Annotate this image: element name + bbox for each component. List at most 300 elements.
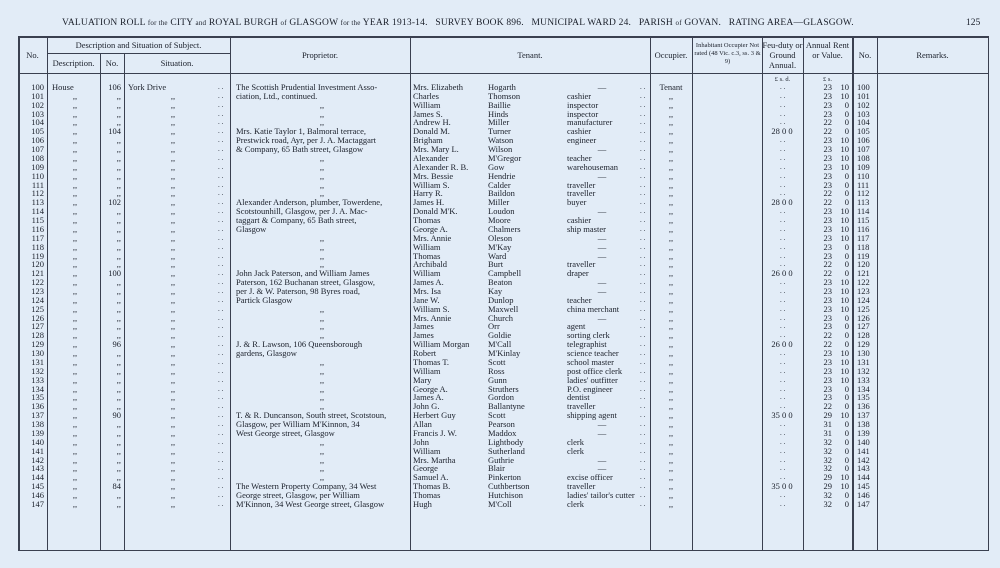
occupation-leader-dots: . .: [640, 198, 646, 207]
tenant-occupation: sorting clerk: [567, 330, 610, 341]
rent-pounds: 22: [823, 188, 832, 199]
description: ,,: [72, 419, 78, 430]
situation: ,,: [170, 117, 176, 128]
rent-shillings: 0: [844, 312, 849, 323]
house-number: ,,: [116, 152, 121, 163]
occupation-leader-dots: . .: [640, 375, 646, 384]
situation: ,,: [170, 463, 176, 474]
occupier: ,,: [668, 99, 674, 110]
tenant-surname: Church: [488, 312, 514, 323]
description: ,,: [72, 410, 78, 421]
rent-pounds: 23: [823, 321, 832, 332]
situation-leader-dots: . .: [218, 145, 224, 154]
description: ,,: [72, 108, 78, 119]
situation: ,,: [170, 445, 176, 456]
rent-pounds: 23: [823, 144, 832, 155]
proprietor: ,,: [319, 232, 325, 243]
tenant-first-name: Thomas: [413, 250, 441, 261]
tenant-first-name: Thomas: [413, 490, 441, 501]
house-number: ,,: [116, 108, 121, 119]
rent-shillings: 10: [840, 161, 849, 172]
tenant-surname: Beaton: [488, 277, 513, 288]
feu-leader-dots: . .: [780, 216, 786, 225]
row-number-right: 137: [857, 410, 870, 421]
row-number: 130: [31, 348, 44, 359]
tenant-surname: Burt: [488, 259, 504, 270]
situation: ,,: [170, 401, 176, 412]
header-number: No.: [105, 58, 119, 68]
tenant-first-name: Hugh: [413, 498, 432, 509]
occupation-leader-dots: . .: [640, 464, 646, 473]
rent-shillings: 0: [844, 330, 849, 341]
row-number-right: 136: [857, 401, 870, 412]
occupation-leader-dots: . .: [640, 499, 646, 508]
tenant-first-name: Mrs. Elizabeth: [413, 82, 464, 92]
row-number: 101: [31, 90, 44, 101]
tenant-occupation: teacher: [567, 152, 592, 163]
proprietor: M'Kinnon, 34 West George street, Glasgow: [236, 498, 385, 509]
row-number: 122: [31, 277, 44, 288]
tenant-first-name: Archibald: [413, 259, 447, 270]
feu-leader-dots: . .: [780, 384, 786, 393]
situation-leader-dots: . .: [218, 375, 224, 384]
rent-shillings: 0: [844, 170, 849, 181]
situation-leader-dots: . .: [218, 287, 224, 295]
house-number: ,,: [116, 472, 121, 483]
situation: ,,: [170, 312, 176, 323]
rent-pounds: 23: [823, 223, 832, 234]
rent-pounds: 32: [823, 490, 832, 501]
rent-shillings: 0: [844, 383, 849, 394]
table-row: [0, 314, 1000, 323]
rent-pounds: 23: [823, 206, 832, 217]
house-number: ,,: [116, 312, 121, 323]
occupation-leader-dots: . .: [640, 260, 646, 269]
row-number: 125: [31, 303, 44, 314]
tenant-occupation: traveller: [567, 481, 596, 492]
situation-leader-dots: . .: [218, 278, 224, 287]
row-number-right: 129: [857, 339, 870, 350]
header-situation: Situation.: [160, 58, 194, 68]
tenant-surname: Wilson: [488, 144, 513, 155]
row-number: 135: [31, 392, 44, 403]
occupation-leader-dots: . .: [640, 313, 646, 322]
row-number: 136: [31, 401, 44, 412]
tenant-first-name: Jane W.: [413, 294, 440, 305]
tenant-occupation: traveller: [567, 259, 596, 270]
situation: ,,: [170, 294, 176, 305]
house-number: ,,: [116, 170, 121, 181]
situation: ,,: [170, 277, 176, 288]
situation: ,,: [170, 490, 176, 501]
occupation-leader-dots: . .: [640, 455, 646, 464]
row-number-right: 112: [857, 188, 870, 199]
row-number-right: 147: [857, 498, 870, 509]
proprietor: ,,: [319, 99, 325, 110]
situation: ,,: [170, 454, 176, 465]
house-number: 104: [108, 126, 121, 137]
situation-leader-dots: . .: [218, 153, 224, 162]
tenant-occupation: —: [597, 241, 607, 252]
house-number: ,,: [116, 498, 121, 509]
row-number-right: 146: [857, 490, 870, 501]
house-number: ,,: [116, 427, 121, 438]
proprietor: ,,: [319, 179, 325, 190]
tenant-occupation: manufacturer: [567, 117, 613, 128]
rent-shillings: 0: [844, 268, 849, 279]
row-number-right: 122: [857, 277, 870, 288]
occupier: ,,: [668, 330, 674, 341]
situation: ,,: [170, 498, 176, 509]
row-number-right: 117: [857, 232, 870, 243]
row-number-right: 139: [857, 427, 870, 438]
tenant-occupation: —: [597, 250, 607, 261]
situation-leader-dots: . .: [218, 198, 224, 207]
occupier: ,,: [668, 179, 674, 190]
tenant-first-name: Alexander R. B.: [413, 161, 469, 172]
occupier: ,,: [668, 232, 674, 243]
row-number: 102: [31, 99, 44, 110]
tenant-surname: Lightbody: [488, 436, 524, 447]
proprietor: ,,: [319, 321, 325, 332]
row-number-right: 138: [857, 419, 870, 430]
row-number-right: 140: [857, 436, 870, 447]
tenant-first-name: Charles: [413, 90, 439, 101]
occupier: ,,: [668, 197, 674, 208]
rent-shillings: 0: [844, 419, 849, 430]
row-number: 123: [31, 286, 44, 296]
situation-leader-dots: . .: [218, 411, 224, 420]
row-number: 113: [31, 197, 44, 208]
title-part: for the: [340, 19, 361, 27]
situation: ,,: [170, 223, 176, 234]
feu-duty: 26 0 0: [771, 268, 793, 279]
feu-leader-dots: . .: [780, 428, 786, 437]
occupier: ,,: [668, 348, 674, 359]
row-number-right: 120: [857, 259, 870, 270]
row-number-right: 145: [857, 481, 870, 492]
row-number: 133: [31, 374, 44, 385]
row-number: 100: [31, 82, 44, 92]
feu-leader-dots: . .: [780, 153, 786, 162]
proprietor: ,,: [319, 241, 325, 252]
occupation-leader-dots: . .: [640, 428, 646, 437]
description: ,,: [72, 436, 78, 447]
tenant-surname: Campbell: [488, 268, 522, 279]
situation-leader-dots: . .: [218, 402, 224, 411]
row-number: 106: [31, 135, 44, 146]
situation-leader-dots: . .: [218, 109, 224, 118]
row-number: 139: [31, 427, 44, 438]
tenant-first-name: Harry R.: [413, 188, 443, 199]
rent-pounds: 29: [823, 481, 832, 492]
occupier: ,,: [668, 215, 674, 226]
situation-leader-dots: . .: [218, 118, 224, 127]
description: ,,: [72, 268, 78, 279]
rent-shillings: 10: [840, 294, 849, 305]
description: ,,: [72, 286, 78, 296]
situation: ,,: [170, 250, 176, 261]
proprietor: ,,: [319, 117, 325, 128]
description: ,,: [72, 383, 78, 394]
tenant-first-name: Mrs. Annie: [413, 232, 452, 243]
rent-pounds: 22: [823, 117, 832, 128]
situation: ,,: [170, 126, 176, 137]
parish: GOVAN.: [684, 18, 722, 28]
tenant-surname: M'Call: [488, 339, 512, 350]
occupier: ,,: [668, 463, 674, 474]
house-number: ,,: [116, 277, 121, 288]
feu-leader-dots: . .: [780, 162, 786, 171]
rent-pounds: 22: [823, 259, 832, 270]
feu-leader-dots: . .: [780, 224, 786, 233]
row-number-right: 134: [857, 383, 870, 394]
tenant-occupation: post office clerk: [567, 365, 623, 376]
situation: ,,: [170, 410, 176, 421]
tenant-occupation: —: [597, 82, 607, 92]
description: House: [52, 82, 74, 92]
occupation-leader-dots: . .: [640, 91, 646, 100]
description: ,,: [72, 250, 78, 261]
rent-shillings: 10: [840, 82, 849, 92]
tenant-surname: Pearson: [488, 419, 515, 430]
rent-pounds: 29: [823, 410, 832, 421]
rent-shillings: 0: [844, 108, 849, 119]
header-inhabitant-occupier: Inhabitant Occupier Not rated (48 Vic. c.3, ss. 3 & 9): [694, 42, 761, 65]
tenant-occupation: traveller: [567, 179, 596, 190]
proprietor: ,,: [319, 303, 325, 314]
occupier: ,,: [668, 339, 674, 350]
tenant-occupation: cashier: [567, 90, 592, 101]
rent-shillings: 10: [840, 152, 849, 163]
feu-units: £ s. d.: [774, 76, 791, 83]
row-number-right: 135: [857, 392, 870, 403]
occupation-leader-dots: . .: [640, 384, 646, 393]
feu-leader-dots: . .: [780, 171, 786, 180]
rent-pounds: 23: [823, 232, 832, 243]
tenant-first-name: James: [413, 321, 434, 332]
situation: ,,: [170, 241, 176, 252]
row-number-right: 125: [857, 303, 870, 314]
tenant-occupation: —: [597, 144, 607, 155]
feu-leader-dots: . .: [780, 402, 786, 411]
occupation-leader-dots: . .: [640, 331, 646, 340]
occupation-leader-dots: . .: [640, 145, 646, 154]
situation: ,,: [170, 206, 176, 217]
tenant-first-name: Herbert Guy: [413, 410, 456, 421]
occupier: Tenant: [659, 82, 683, 92]
rent-shillings: 10: [840, 481, 849, 492]
rent-pounds: 23: [823, 348, 832, 359]
rent-pounds: 29: [823, 472, 832, 483]
situation-leader-dots: . .: [218, 313, 224, 322]
tenant-occupation: agent: [567, 321, 586, 332]
tenant-first-name: Mrs. Isa: [413, 286, 441, 296]
rent-pounds: 22: [823, 330, 832, 341]
rent-pounds: 23: [823, 250, 832, 261]
occupier: ,,: [668, 144, 674, 155]
situation-leader-dots: . .: [218, 455, 224, 464]
occupation-leader-dots: . .: [640, 278, 646, 287]
situation-leader-dots: . .: [218, 357, 224, 366]
situation: ,,: [170, 365, 176, 376]
feu-leader-dots: . .: [780, 437, 786, 446]
row-number-right: 121: [857, 268, 870, 279]
house-number: ,,: [116, 463, 121, 474]
tenant-surname: Ross: [488, 365, 505, 376]
occupation-leader-dots: . .: [640, 357, 646, 366]
occupation-leader-dots: . .: [640, 437, 646, 446]
situation: ,,: [170, 427, 176, 438]
description: ,,: [72, 144, 78, 155]
rent-shillings: 10: [840, 374, 849, 385]
occupier: ,,: [668, 135, 674, 146]
house-number: 90: [112, 410, 121, 421]
situation-leader-dots: . .: [218, 260, 224, 269]
feu-leader-dots: . .: [780, 491, 786, 500]
tenant-first-name: George: [413, 463, 438, 474]
tenant-occupation: school master: [567, 356, 614, 367]
tenant-surname: Hendrie: [488, 170, 516, 181]
description: ,,: [72, 401, 78, 412]
rent-shillings: 10: [840, 90, 849, 101]
rent-shillings: 0: [844, 179, 849, 190]
occupation-leader-dots: . .: [640, 180, 646, 189]
rent-shillings: 0: [844, 463, 849, 474]
row-number: 121: [31, 268, 44, 279]
occupation-leader-dots: . .: [640, 162, 646, 171]
house-number: ,,: [116, 294, 121, 305]
rent-shillings: 10: [840, 215, 849, 226]
row-number: 128: [31, 330, 44, 341]
proprietor: ,,: [319, 259, 325, 270]
rent-pounds: 23: [823, 303, 832, 314]
row-number-right: 131: [857, 356, 870, 367]
feu-leader-dots: . .: [780, 446, 786, 455]
tenant-occupation: —: [597, 206, 607, 217]
situation-leader-dots: . .: [218, 233, 224, 242]
rent-pounds: 23: [823, 170, 832, 181]
header-no-right: No.: [858, 50, 872, 60]
header-description-group: Description and Situation of Subject.: [75, 40, 202, 50]
proprietor: ,,: [319, 392, 325, 403]
house-number: ,,: [116, 259, 121, 270]
tenant-surname: Hutchison: [488, 490, 523, 501]
house-number: 106: [108, 82, 121, 92]
tenant-occupation: buyer: [567, 197, 587, 208]
proprietor: Glasgow: [236, 223, 267, 234]
feu-leader-dots: . .: [780, 145, 786, 154]
row-number: 108: [31, 152, 44, 163]
tenant-occupation: ship master: [567, 223, 606, 234]
row-number: 120: [31, 259, 44, 270]
occupier: ,,: [668, 445, 674, 456]
feu-leader-dots: . .: [780, 349, 786, 358]
rent-shillings: 0: [844, 241, 849, 252]
rent-shillings: 10: [840, 144, 849, 155]
rent-shillings: 10: [840, 410, 849, 421]
survey-book: SURVEY BOOK 896.: [435, 18, 524, 28]
tenant-occupation: P.O. engineer: [567, 383, 613, 394]
situation-leader-dots: . .: [218, 127, 224, 136]
description: ,,: [72, 152, 78, 163]
situation: ,,: [170, 90, 176, 101]
house-number: ,,: [116, 117, 121, 128]
proprietor: ,,: [319, 312, 325, 323]
rent-shillings: 10: [840, 206, 849, 217]
proprietor: J. & R. Lawson, 106 Queensborough: [236, 339, 363, 350]
tenant-surname: Watson: [488, 135, 514, 146]
page-number: 125: [966, 18, 981, 28]
row-number-right: 105: [857, 126, 870, 137]
rent-pounds: 23: [823, 374, 832, 385]
feu-leader-dots: . .: [780, 322, 786, 331]
situation: ,,: [170, 152, 176, 163]
header-remarks: Remarks.: [916, 50, 949, 60]
description: ,,: [72, 490, 78, 501]
title-part: and: [195, 19, 207, 27]
rent-pounds: 23: [823, 286, 832, 296]
row-number-right: 124: [857, 294, 870, 305]
tenant-occupation: —: [597, 312, 607, 323]
feu-leader-dots: . .: [780, 83, 786, 91]
proprietor: T. & R. Duncanson, South street, Scotstoun,: [236, 410, 387, 421]
tenant-surname: M'Coll: [488, 498, 512, 509]
description: ,,: [72, 179, 78, 190]
situation: ,,: [170, 392, 176, 403]
tenant-occupation: —: [597, 419, 607, 430]
occupier: ,,: [668, 206, 674, 217]
proprietor: ,,: [319, 454, 325, 465]
rent-shillings: 0: [844, 188, 849, 199]
situation: ,,: [170, 170, 176, 181]
tenant-surname: Blair: [488, 463, 505, 474]
row-number-right: 116: [857, 223, 870, 234]
row-number-right: 113: [857, 197, 870, 208]
description: ,,: [72, 454, 78, 465]
proprietor: The Scottish Prudential Investment Asso-: [236, 82, 378, 92]
feu-leader-dots: . .: [780, 357, 786, 366]
row-number: 115: [31, 215, 44, 226]
feu-duty: 26 0 0: [771, 339, 793, 350]
rent-pounds: 23: [823, 356, 832, 367]
tenant-first-name: Mrs. Mary L.: [413, 144, 459, 155]
description: ,,: [72, 472, 78, 483]
row-number: 144: [31, 472, 44, 483]
rent-pounds: 23: [823, 241, 832, 252]
row-number: 142: [31, 454, 44, 465]
row-number: 105: [31, 126, 44, 137]
house-number: ,,: [116, 232, 121, 243]
occupier: ,,: [668, 117, 674, 128]
rent-shillings: 0: [844, 498, 849, 509]
tenant-surname: Calder: [488, 179, 511, 190]
tenant-occupation: shipping agent: [567, 410, 617, 421]
row-number: 107: [31, 144, 44, 155]
house-number: ,,: [116, 215, 121, 226]
tenant-first-name: Mrs. Annie: [413, 312, 452, 323]
header-annual-rent: Annual Rent or Value.: [805, 40, 850, 60]
tenant-surname: Gunn: [488, 374, 507, 385]
tenant-surname: Goldie: [488, 330, 512, 341]
house-number: ,,: [116, 286, 121, 296]
row-number-right: 126: [857, 312, 870, 323]
row-number: 134: [31, 383, 44, 394]
proprietor: ,,: [319, 401, 325, 412]
house-number: ,,: [116, 383, 121, 394]
tenant-occupation: cashier: [567, 126, 592, 137]
house-number: ,,: [116, 356, 121, 367]
